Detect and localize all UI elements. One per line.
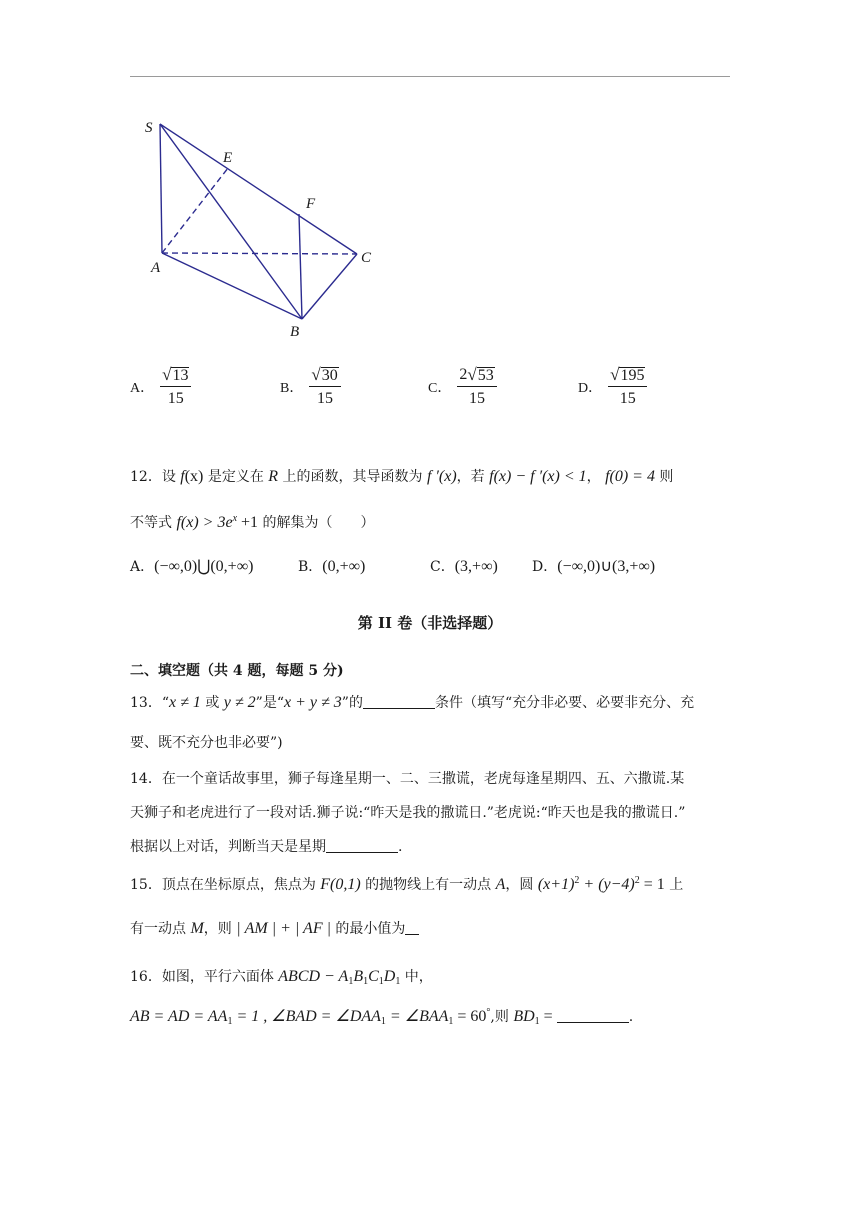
q12-line1: 12．设 f(x) 是定义在 R 上的函数，其导函数为 f ′(x)，若 f(x) − f ′(x) < 1， f(0) = 4 则 (130, 468, 674, 485)
q11-options (130, 362, 730, 412)
header-rule (130, 76, 730, 77)
answer-blank[interactable] (405, 920, 419, 935)
q11-option-b[interactable]: B． √ 30 15 (280, 362, 341, 412)
q14-line2: 天狮子和老虎进行了一段对话.狮子说:“昨天是我的撒谎日.”老虎说:“昨天也是我的撒谎日.” (130, 805, 686, 821)
q12-option-c[interactable]: C．(3,+∞) (430, 558, 498, 575)
q14-line3: 根据以上对话，判断当天是星期 . (130, 839, 403, 855)
q11-option-a[interactable]: A． √ 13 15 (130, 362, 191, 412)
label-c: C (361, 250, 372, 266)
q12-line2: 不等式 $f(x) > 3e^x +1$ 的解集为（ ） (130, 513, 375, 531)
tetrahedron-figure (135, 112, 385, 342)
edge-sc (160, 124, 357, 254)
label-a: A (151, 260, 161, 276)
label-b: B (290, 324, 300, 340)
label-e: E (223, 150, 233, 166)
answer-blank[interactable] (363, 694, 435, 709)
label-s: S (145, 120, 153, 136)
edge-ac-dashed (162, 253, 357, 254)
q16-line2: AB = AD = $AA_1 = 1$ , ∠BAD = $\angle DAA_1$ = $\angle BAA_1 = 60^\circ$,则 $BD_1$ = . (130, 1007, 634, 1027)
q11-option-d[interactable]: D． √ 195 15 (578, 362, 647, 412)
q15-line2: 有一动点 M，则 | AM | + | AF | 的最小值为 (130, 918, 730, 938)
q12-option-b[interactable]: B．(0,+∞) (298, 558, 366, 575)
q13-line2: 要、既不充分也非必要”) (130, 735, 283, 751)
q13-line1: 13．“x ≠ 1 或 y ≠ 2”是“x + y ≠ 3”的 条件（填写“充分非必要、必要非充分、充 (130, 694, 695, 711)
edge-bc (302, 254, 357, 319)
edge-ab (162, 253, 302, 319)
fraction: √ 30 15 (309, 366, 340, 408)
section-title: 第 II 卷（非选择题） (357, 614, 503, 632)
edge-bf (299, 214, 302, 319)
answer-blank[interactable] (326, 838, 398, 853)
label-f: F (306, 196, 316, 212)
q11-option-c[interactable]: C． 2 √ 53 15 (428, 362, 497, 412)
q14-line1: 14．在一个童话故事里，狮子每逢星期一、二、三撒谎，老虎每逢星期四、五、六撒谎.某 (130, 771, 685, 787)
fraction: √ 13 15 (160, 366, 191, 408)
fraction: 2 √ 53 15 (457, 366, 496, 408)
edge-ae-dashed (162, 168, 228, 253)
answer-blank[interactable] (557, 1008, 629, 1023)
q16-line1: 16．如图，平行六面体 ABCD − $A_1B_1C_1D_1$ 中， (130, 968, 433, 987)
edge-sa (160, 124, 162, 253)
part2-heading: 二、填空题（共 4 题，每题 5 分) (130, 663, 344, 679)
q12-option-a[interactable]: A．(−∞,0)⋃(0,+∞) (130, 558, 254, 575)
q12-option-d[interactable]: D．(−∞,0)∪(3,+∞) (532, 558, 656, 575)
fraction: √ 195 15 (608, 366, 647, 408)
q15-line1: 15．顶点在坐标原点，焦点为 F(0,1) 的抛物线上有一动点 A，圆 $(x+1)^2 + (y-4)^2 = 1$ 上 (130, 875, 684, 893)
